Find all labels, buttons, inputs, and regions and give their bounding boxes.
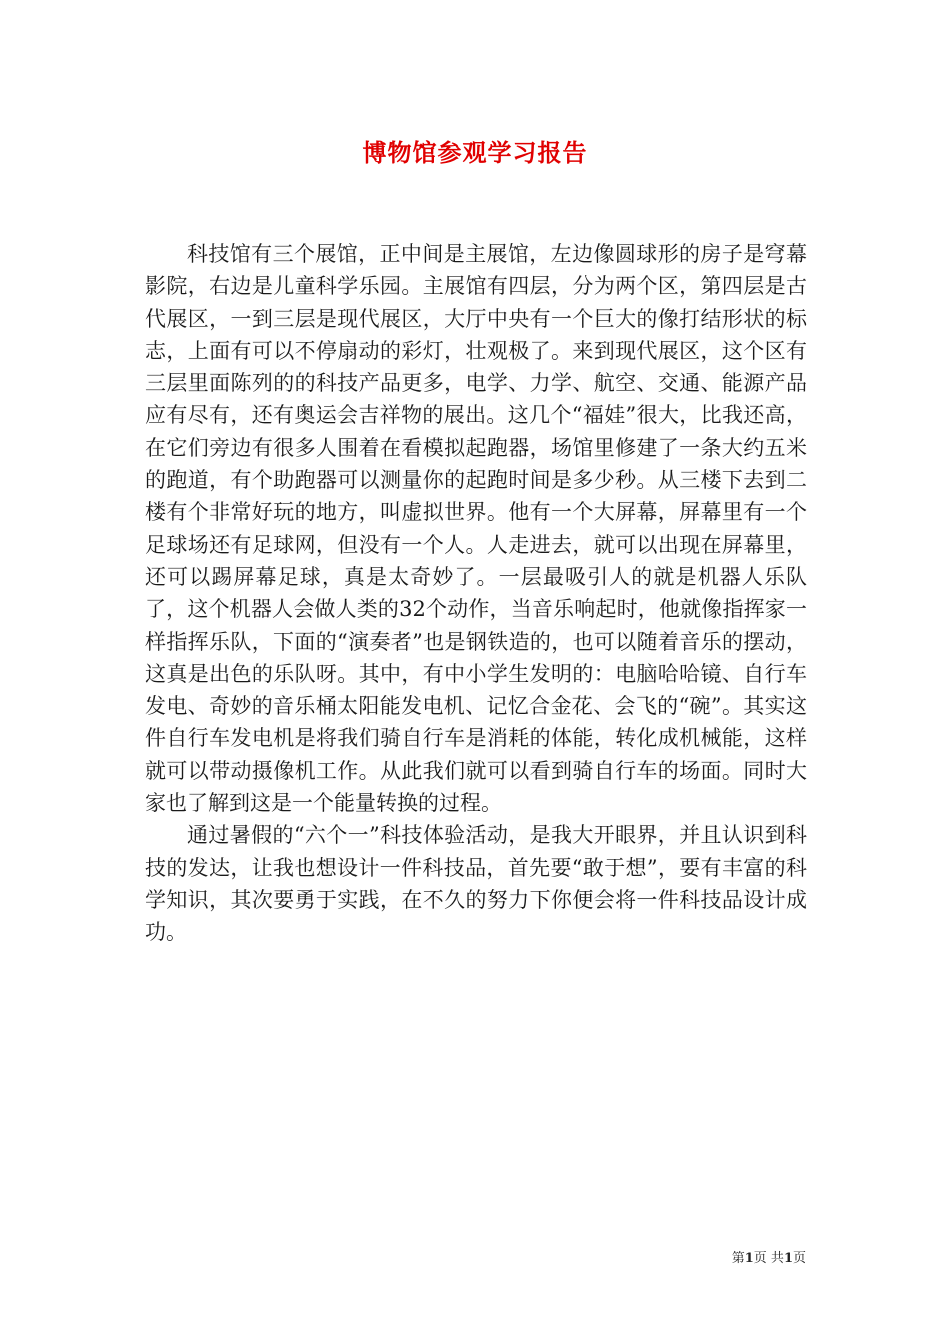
document-body bbox=[145, 238, 807, 949]
page-number bbox=[732, 1247, 806, 1266]
paragraph-1: 科技馆有三个展馆，正中间是主展馆，左边像圆球形的房子是穹幕影院，右边是儿童科学乐园。主展馆有四层，分为两个区，第四层是古代展区，一到三层是现代展区，大厅中央有一个巨大的像打结形状的标志，上面有可以不停扇动的彩灯，壮观极了。来到现代展区，这个区有三层里面陈列的的科技产品更多，电学、力学、航空、交通、能源产品应有尽有，还有奥运会吉祥物的展出。这几个“福娃”很大，比我还高，在它们旁边有很多人围着在看模拟起跑器，场馆里修建了一条大约五米的跑道，有个助跑器可以测量你的起跑时间是多少秒。从三楼下去到二楼有个非常好玩的地方，叫虚拟世界。他有一个大屏幕，屏幕里有一个足球场还有足球网，但没有一个人。人走进去，就可以出现在屏幕里，还可以踢屏幕足球，真是太奇妙了。一层最吸引人的就是机器人乐队了，这个机器人会做人类的32个动作，当音乐响起时，他就像指挥家一样指挥乐队，下面的“演奏者”也是钢铁造的，也可以随着音乐的摆动，这真是出色的乐队呀。其中，有中小学生发明的：电脑哈哈镜、自行车发电、奇妙的音乐桶太阳能发电机、记忆合金花、会飞的“碗”。其实这件自行车发电机是将我们骑自行车是消耗的体能，转化成机械能，这样就可以带动摄像机工作。从此我们就可以看到骑自行车的场面。同时大家也了解到这是一个能量转换的过程。 bbox=[145, 242, 807, 816]
document-title: 博物馆参观学习报告 bbox=[362, 138, 588, 167]
page-number-total: 1 bbox=[783, 1251, 793, 1266]
page-number-middle: 页 共 bbox=[753, 1251, 784, 1266]
paragraph-2: 通过暑假的“六个一”科技体验活动，是我大开眼界，并且认识到科技的发达，让我也想设计一件科技品，首先要“敢于想”，要有丰富的科学知识，其次要勇于实践，在不久的努力下你便会将一件科技品设计成功。 bbox=[145, 823, 807, 945]
page-number-prefix: 第 bbox=[731, 1251, 745, 1266]
page-number-suffix: 页 bbox=[792, 1251, 806, 1266]
page-number-current: 1 bbox=[744, 1251, 754, 1266]
